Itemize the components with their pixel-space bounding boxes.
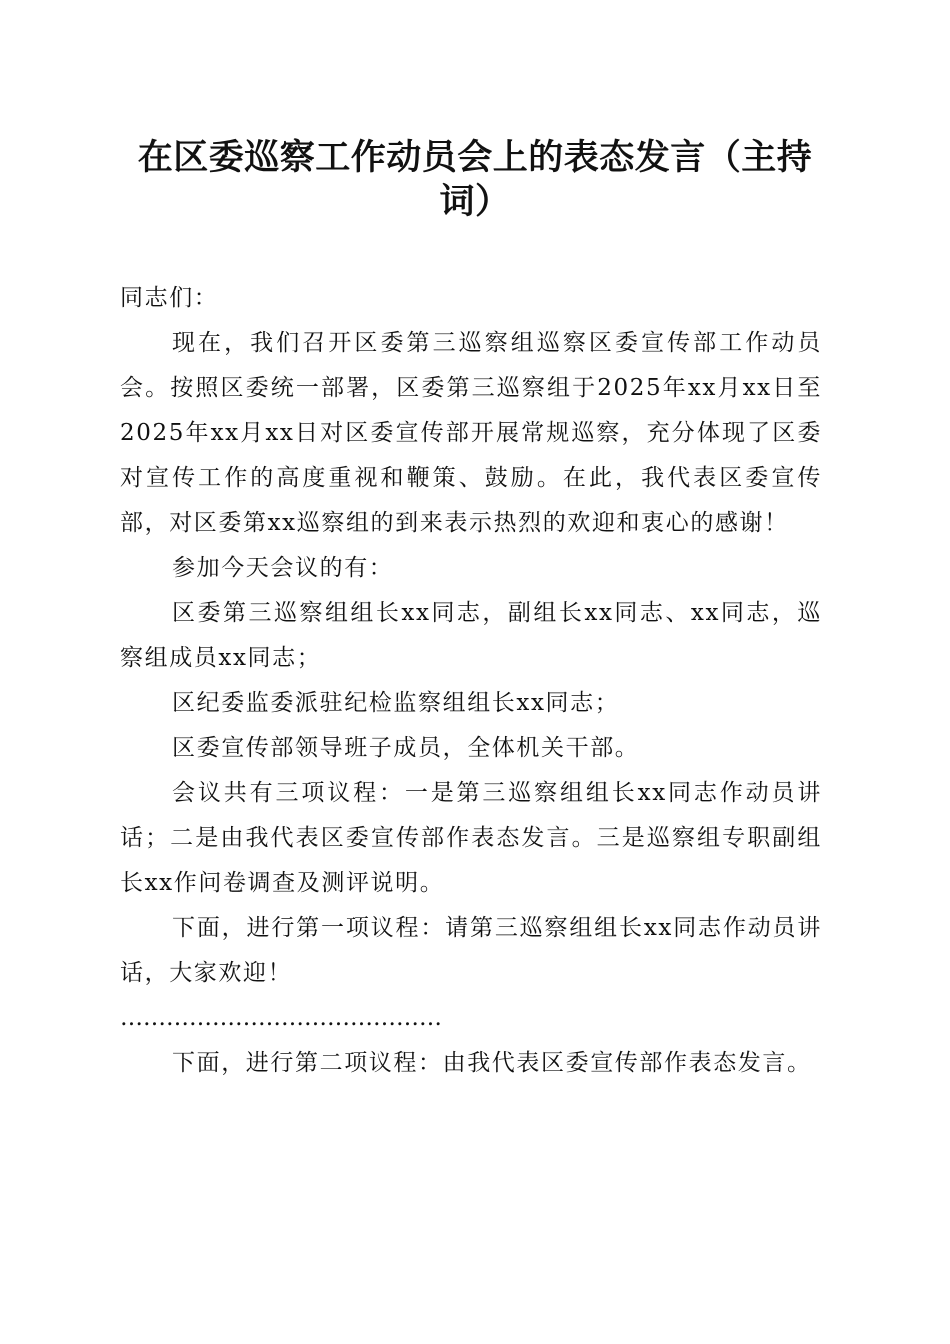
salutation: 同志们：	[120, 285, 219, 311]
paragraph-opening: 现在，我们召开区委第三巡察组巡察区委宣传部工作动员会。按照区委统一部署，区委第三巡察组于2025年xx月xx日至2025年xx月xx日对区委宣传部开展常规巡察，充分体现了区委对宣传工作的高度重视和鞭策、鼓励。在此，我代表区委宣传部，对区委第xx巡察组的到来表示热烈的欢迎和衷心的感谢！	[120, 330, 822, 536]
ellipsis-separator: ……………………………………	[120, 1005, 442, 1031]
paragraph-agenda: 会议共有三项议程：一是第三巡察组组长xx同志作动员讲话；二是由我代表区委宣传部作表态发言。三是巡察组专职副组长xx作问卷调查及测评说明。	[120, 780, 822, 896]
paragraph-attendees-department: 区委宣传部领导班子成员，全体机关干部。	[172, 735, 640, 761]
paragraph-attendees-intro: 参加今天会议的有：	[172, 555, 394, 581]
document-body	[120, 276, 822, 1086]
document-title: 在区委巡察工作动员会上的表态发言（主持词）	[137, 137, 813, 222]
paragraph-first-item: 下面，进行第一项议程：请第三巡察组组长xx同志作动员讲话，大家欢迎！	[120, 915, 822, 986]
paragraph-attendees-discipline-group: 区纪委监委派驻纪检监察组组长xx同志；	[172, 690, 620, 716]
paragraph-attendees-inspection-group: 区委第三巡察组组长xx同志，副组长xx同志、xx同志，巡察组成员xx同志；	[120, 600, 822, 671]
paragraph-second-item: 下面，进行第二项议程：由我代表区委宣传部作表态发言。	[172, 1050, 812, 1076]
